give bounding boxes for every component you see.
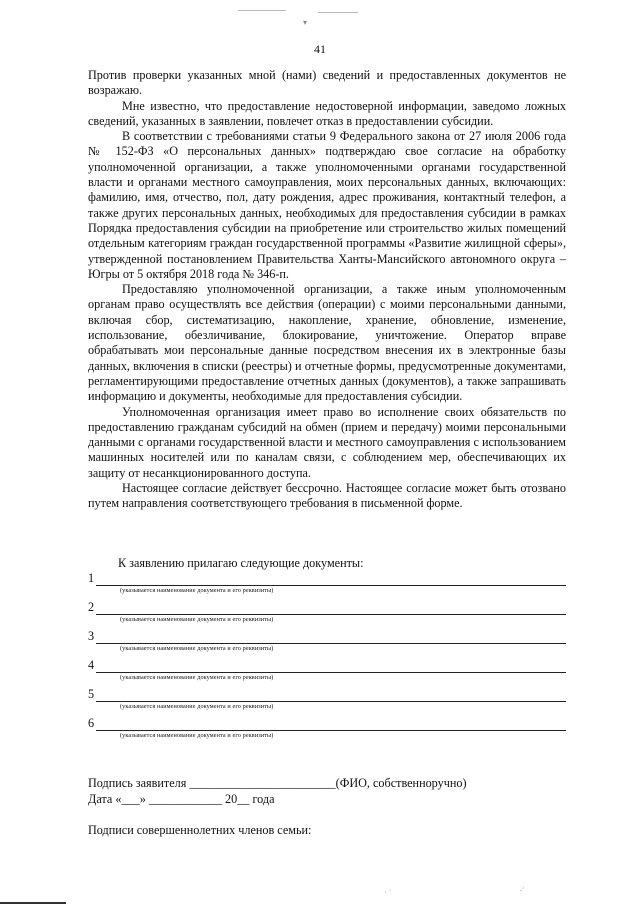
attachment-number: 6: [88, 716, 95, 730]
family-signatures-heading: Подписи совершеннолетних членов семьи:: [88, 823, 312, 837]
attachment-hint: (указывается наименование документа и его реквизиты): [120, 616, 274, 623]
attachment-line[interactable]: [88, 600, 566, 630]
attachment-number: 3: [88, 629, 95, 643]
attachment-hint: (указывается наименование документа и его реквизиты): [120, 732, 274, 739]
attachment-line[interactable]: [88, 571, 566, 601]
fill-in-rule: [96, 701, 566, 702]
fill-in-rule: [96, 614, 566, 615]
attachment-line[interactable]: [88, 687, 566, 717]
paragraph: Против проверки указанных мной (нами) сведений и предоставленных документов не возражаю.: [88, 68, 566, 98]
paragraph: Уполномоченная организация имеет право во исполнение своих обязательств по предоставлению гражданам субсидий на обмен (прием и передачу) моими персональными данными с органами государственной власти и местного самоуправления с использованием машинных носителей или по каналам связи, с соблюдением мер, обеспечивающих их защиту от несанкционированного доступа.: [88, 404, 566, 480]
scan-artifact: ▾: [303, 18, 308, 27]
scan-artifact: .·: [520, 884, 525, 893]
attachments-heading: К заявлению прилагаю следующие документы:: [118, 556, 364, 570]
paragraph: Настоящее согласие действует бессрочно. Настоящее согласие может быть отозвано путем направления соответствующего требования в письменной форме.: [88, 481, 566, 511]
attachment-number: 2: [88, 600, 95, 614]
scan-artifact: [0, 902, 66, 904]
fill-in-rule: [96, 730, 566, 731]
consent-text: [88, 68, 566, 512]
scan-artifact: [238, 10, 286, 11]
attachment-line[interactable]: [88, 658, 566, 688]
paragraph: В соответствии с требованиями статьи 9 Федерального закона от 27 июля 2006 года № 152-ФЗ «О персональных данных» подтверждаю свое согласие на обработку уполномоченной организации, а также уполномоченными органами государственной власти и органами местного самоуправления, моих персональных данных, включающих: фамилию, имя, отчество, пол, дату рождения, адрес проживания, контактный телефон, а также других персональных данных, необходимых для предоставления субсидии в рамках Порядка предоставления субсидии на приобретение или строительство жилых помещений отдельным категориям граждан государственной программы «Развитие жилищной сферы», утвержденной постановлением Правительства Ханты-Мансийского автономного округа – Югры от 5 октября 2018 года № 346-п.: [88, 129, 566, 281]
attachment-line[interactable]: [88, 629, 566, 659]
applicant-signature-line[interactable]: Подпись заявителя ________________________(ФИО, собственноручно): [88, 776, 467, 790]
fill-in-rule: [96, 585, 566, 586]
paragraph: Мне известно, что предоставление недостоверной информации, заведомо ложных сведений, указанных в заявлении, повлечет отказ в предоставлении субсидии.: [88, 98, 566, 128]
date-line[interactable]: Дата «___» ____________ 20__ года: [88, 792, 275, 806]
attachment-line[interactable]: [88, 716, 566, 746]
attachment-hint: (указывается наименование документа и его реквизиты): [120, 703, 274, 710]
fill-in-rule: [96, 672, 566, 673]
attachment-number: 5: [88, 687, 95, 701]
attachment-number: 4: [88, 658, 95, 672]
attachment-hint: (указывается наименование документа и его реквизиты): [120, 645, 274, 652]
scan-artifact: [318, 12, 358, 13]
fill-in-rule: [96, 643, 566, 644]
attachment-hint: (указывается наименование документа и его реквизиты): [120, 674, 274, 681]
attachment-number: 1: [88, 571, 95, 585]
scan-artifact: · ˙: [384, 888, 392, 897]
paragraph: Предоставляю уполномоченной организации, а также иным уполномоченным органам право осуществлять все действия (операции) с моими персональными данными, включая сбор, систематизацию, накопление, хранение, обновление, изменение, использование, обезличивание, блокирование, уничтожение. Оператор вправе обрабатывать мои персональные данные посредством внесения их в электронные базы данных, включения в списки (реестры) и отчетные формы, предусмотренные документами, регламентирующими предоставление отчетных данных (документов), а также запрашивать информацию и документы, необходимые для предоставления субсидии.: [88, 282, 566, 404]
attachment-hint: (указывается наименование документа и его реквизиты): [120, 587, 274, 594]
page-number: 41: [314, 42, 326, 56]
